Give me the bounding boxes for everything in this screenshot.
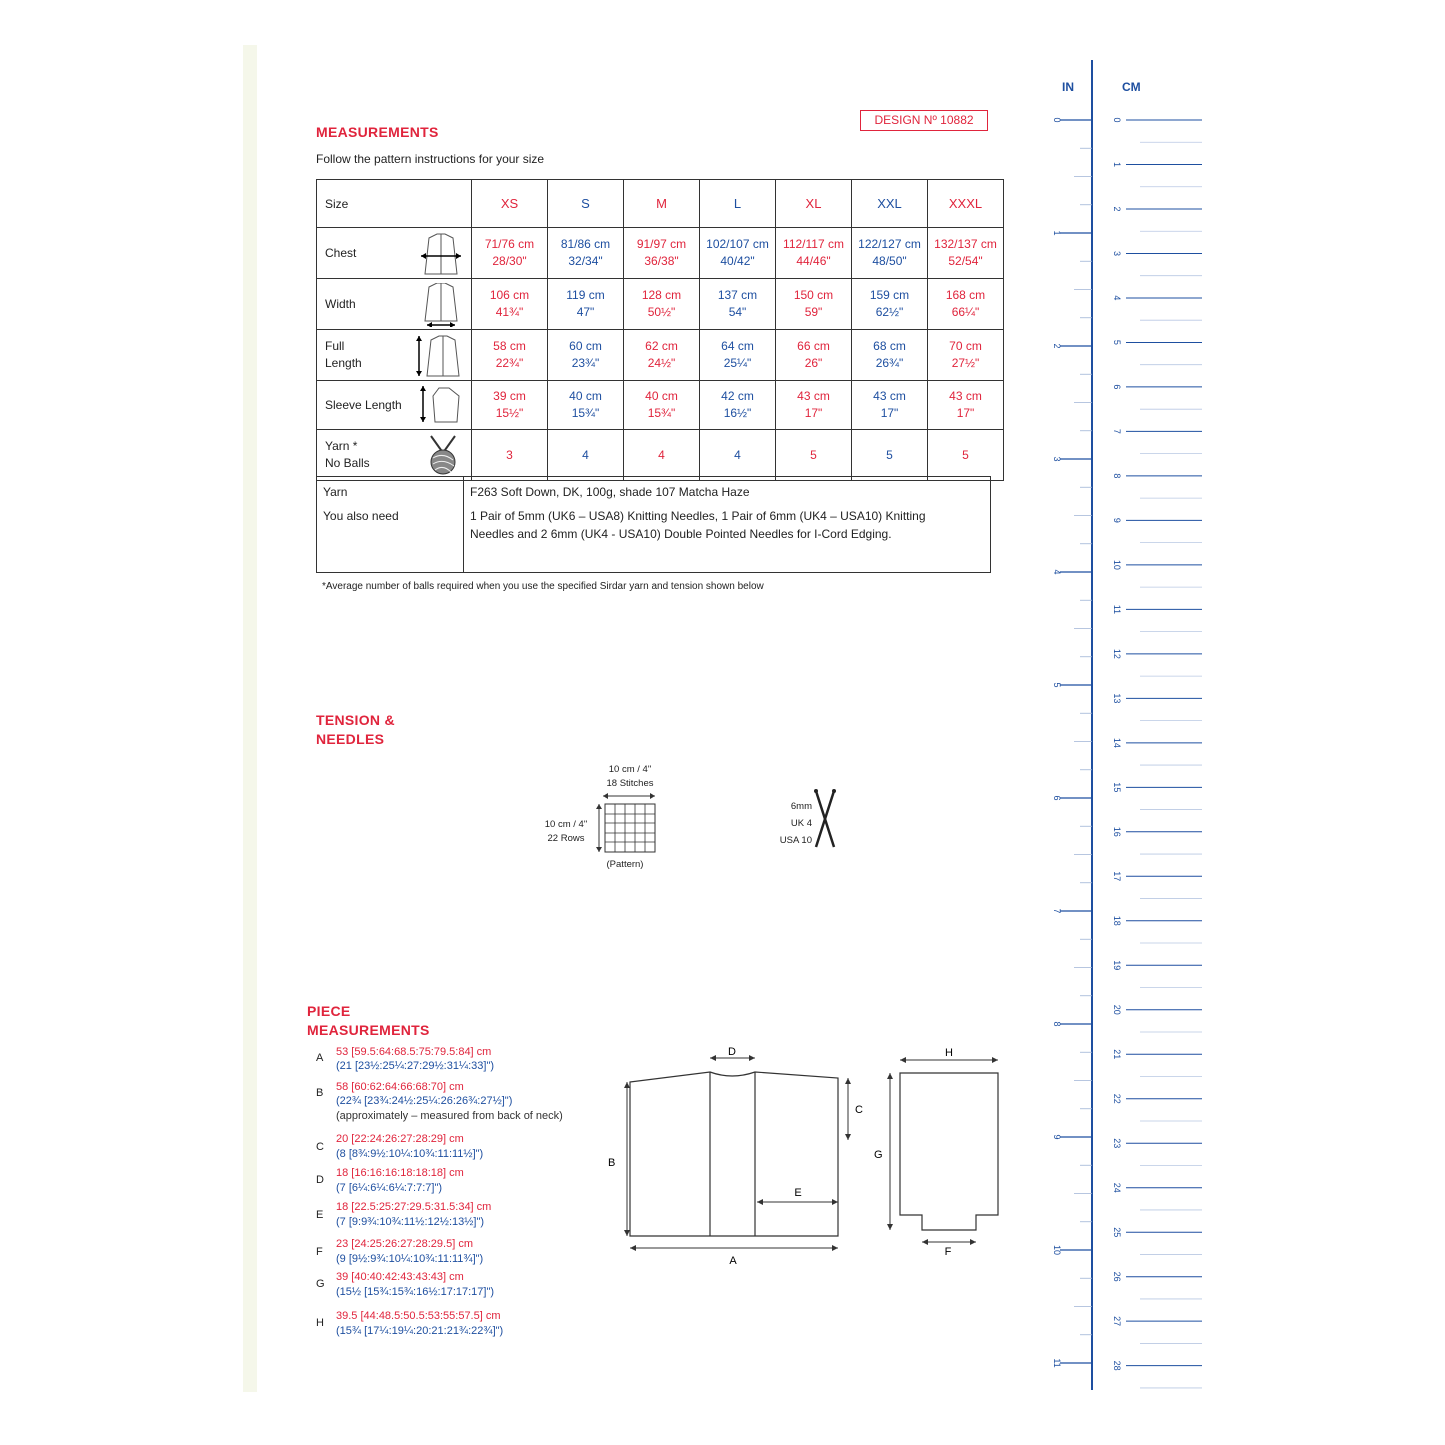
label-c: C: [855, 1104, 863, 1116]
ruler-in-label: IN: [1062, 80, 1074, 94]
body-schematic: [595, 1040, 875, 1270]
tension-heading-2: NEEDLES: [316, 731, 385, 747]
length-xxxl-cm: 70 cm: [949, 339, 982, 353]
piece-f-in: (9 [9½:9¾:10¼:10¾:11:11¾]"): [336, 1253, 484, 1265]
needle-uk: UK 4: [790, 818, 812, 829]
measurements-table: [316, 179, 1004, 481]
label-f: F: [944, 1246, 952, 1258]
tension-pattern: (Pattern): [606, 859, 644, 870]
chest-label: Chest: [325, 246, 357, 260]
length-m-cm: 62 cm: [645, 339, 678, 353]
ruler-cm-label: 1: [1112, 161, 1122, 167]
chest-l-cm: 102/107 cm: [706, 237, 769, 251]
label-d: D: [728, 1046, 736, 1058]
label-a: A: [729, 1255, 737, 1267]
sleeve-l-in: 16½": [723, 406, 752, 420]
length-row: [317, 330, 1004, 381]
ruler-cm-label: 6: [1112, 384, 1122, 390]
width-l-in: 54": [728, 305, 747, 319]
chest-m-in: 36/38": [644, 254, 679, 268]
piece-h-cm: 39.5 [44:48.5:50.5:53:55:57.5] cm: [336, 1310, 501, 1322]
ruler-inch-scale: [1052, 117, 1092, 1367]
design-number: DESIGN Nº 10882: [860, 110, 988, 131]
ruler-cm-label: 7: [1112, 428, 1122, 434]
balls-xl: 5: [776, 430, 852, 481]
sleeve-xs-cm: 39 cm: [493, 389, 526, 403]
tension-width-value: 10 cm / 4": [608, 764, 652, 775]
page-edge: [243, 45, 257, 1392]
cardigan-width-icon: [419, 283, 463, 327]
length-xxl-cm: 68 cm: [873, 339, 906, 353]
chest-xxl-cm: 122/127 cm: [858, 237, 921, 251]
ruler-cm-label: 4: [1112, 295, 1122, 301]
measurements-intro: Follow the pattern instructions for your size: [316, 152, 545, 166]
width-xs-cm: 106 cm: [489, 288, 530, 302]
ruler-cm-label: 11: [1112, 604, 1122, 615]
sleeve-s-cm: 40 cm: [569, 389, 602, 403]
sleeve-m-cm: 40 cm: [645, 389, 678, 403]
length-xl-in: 26": [804, 356, 823, 370]
piece-c-letter: C: [316, 1141, 324, 1153]
sleeve-xxl-cm: 43 cm: [873, 389, 906, 403]
piece-g-cm: 39 [40:40:42:43:43:43] cm: [336, 1271, 464, 1283]
ruler-inch-label: 4: [1052, 569, 1062, 575]
width-label: Width: [325, 297, 356, 311]
ruler-cm-label: CM: [1122, 80, 1141, 94]
length-s-in: 23¾": [571, 356, 600, 370]
size-l: L: [700, 180, 776, 228]
ruler-cm-label: 28: [1112, 1360, 1122, 1371]
chest-xl-cm: 112/117 cm: [783, 237, 844, 251]
piece-a-in: (21 [23½:25¼:27:29½:31¼:33]"): [336, 1060, 495, 1072]
length-xl-cm: 66 cm: [797, 339, 830, 353]
width-xxl-in: 62½": [875, 305, 904, 319]
sleeve-m-in: 15¾": [647, 406, 676, 420]
balls-xxxl: 5: [928, 430, 1004, 481]
piece-a-cm: 53 [59.5:64:68.5:75:79.5:84] cm: [336, 1046, 492, 1058]
width-row: [317, 279, 1004, 330]
piece-h-letter: H: [316, 1317, 324, 1329]
piece-f-cm: 23 [24:25:26:27:28:29.5] cm: [336, 1238, 473, 1250]
ruler-cm-label: 12: [1112, 648, 1122, 659]
tension-stitches: 18 Stitches: [606, 778, 654, 789]
tension-square-icon: [595, 790, 661, 856]
ruler-cm-label: 23: [1112, 1138, 1122, 1149]
chest-s-cm: 81/86 cm: [560, 237, 611, 251]
ruler-cm-label: 5: [1112, 339, 1122, 345]
ruler-inch-label: 11: [1052, 1358, 1062, 1368]
sleeve-xs-in: 15½": [495, 406, 524, 420]
length-label-2: Length: [325, 356, 362, 370]
piece-g-in: (15½ [15¾:15¾:16½:17:17:17]"): [336, 1286, 495, 1298]
balls-label-2: No Balls: [325, 456, 370, 470]
yarn-ball-icon: [425, 434, 461, 478]
tension-heading: [316, 711, 395, 749]
tension-rows: 22 Rows: [547, 833, 585, 844]
ruler-cm-label: 25: [1112, 1227, 1122, 1238]
chest-xl-in: 44/46": [796, 254, 831, 268]
tension-width-label: [595, 763, 665, 791]
measurements-heading: MEASUREMENTS: [316, 124, 439, 140]
size-row: [317, 180, 1004, 228]
ruler-inch-label: 10: [1052, 1244, 1062, 1256]
ruler-inch-label: 7: [1052, 908, 1062, 914]
ruler-cm-label: 9: [1112, 517, 1122, 523]
balls-l: 4: [700, 430, 776, 481]
label-g: G: [874, 1149, 883, 1161]
piece-b-cm: 58 [60:62:64:66:68:70] cm: [336, 1081, 464, 1093]
ruler-inch-label: 8: [1052, 1021, 1062, 1027]
ruler-cm-label: 19: [1112, 960, 1122, 971]
label-e: E: [794, 1187, 802, 1199]
balls-footnote: *Average number of balls required when you use the specified Sirdar yarn and tension shown below: [322, 581, 764, 592]
piece-b-in: (22¾ [23¾:24½:25¼:26:26¾:27½]"): [336, 1095, 513, 1107]
width-s-in: 47": [576, 305, 595, 319]
sleeve-xxl-in: 17": [880, 406, 899, 420]
piece-d-in: (7 [6¼:6¼:6¼:7:7:7]"): [336, 1182, 443, 1194]
length-xxxl-in: 27½": [951, 356, 980, 370]
width-m-cm: 128 cm: [641, 288, 682, 302]
piece-h-in: (15¾ [17¼:19¼:20:21:21¾:22¾]"): [336, 1325, 504, 1337]
ruler-cm-label: 13: [1112, 693, 1122, 704]
ruler-cm-label: 18: [1112, 915, 1122, 926]
ruler-inch-label: 0: [1052, 117, 1062, 123]
ruler-inch-label: 5: [1052, 682, 1062, 688]
ruler-cm-label: 27: [1112, 1316, 1122, 1327]
sleeve-row: [317, 381, 1004, 430]
sleeve-xl-in: 17": [804, 406, 823, 420]
width-xs-in: 41¾": [495, 305, 524, 319]
length-label-1: Full: [325, 339, 345, 353]
ruler-cm-label: 0: [1112, 117, 1122, 123]
ruler-cm-label: 10: [1112, 559, 1122, 570]
width-l-cm: 137 cm: [717, 288, 758, 302]
piece-b-letter: B: [316, 1087, 324, 1099]
also-need-value: 1 Pair of 5mm (UK6 – USA8) Knitting Needles, 1 Pair of 6mm (UK4 – USA10) Knitting Needles and 2 6mm (UK4 - USA10) Double Pointed Needles for I-Cord Edging.: [470, 509, 926, 541]
width-xxxl-in: 66¼": [951, 305, 980, 319]
piece-d-letter: D: [316, 1174, 324, 1186]
length-xxl-in: 26¾": [875, 356, 904, 370]
size-m: M: [624, 180, 700, 228]
width-s-cm: 119 cm: [566, 288, 605, 302]
pieces-heading-2: MEASUREMENTS: [307, 1022, 430, 1038]
ruler-cm-label: 2: [1112, 206, 1122, 212]
balls-xxl: 5: [852, 430, 928, 481]
chest-xs-in: 28/30": [492, 254, 527, 268]
size-xs: XS: [472, 180, 548, 228]
balls-label-1: Yarn *: [325, 439, 358, 453]
crossed-needles-icon: [812, 787, 838, 851]
balls-row: [317, 430, 1004, 481]
yarn-value: F263 Soft Down, DK, 100g, shade 107 Matcha Haze: [470, 485, 750, 499]
piece-g-letter: G: [316, 1278, 325, 1290]
piece-c-in: (8 [8¾:9½:10¼:10¾:11:11½]"): [336, 1148, 484, 1160]
sleeve-length-icon: [419, 384, 463, 426]
sleeve-xxxl-in: 17": [956, 406, 975, 420]
also-need-label: You also need: [323, 509, 399, 523]
ruler-inch-label: 3: [1052, 456, 1062, 462]
piece-e-letter: E: [316, 1209, 324, 1221]
pieces-heading-1: PIECE: [307, 1003, 351, 1019]
length-xs-cm: 58 cm: [493, 339, 526, 353]
size-label: Size: [317, 180, 472, 228]
chest-m-cm: 91/97 cm: [636, 237, 687, 251]
ruler-cm-label: 16: [1112, 826, 1122, 837]
chest-xxxl-cm: 132/137 cm: [934, 237, 997, 251]
balls-m: 4: [624, 430, 700, 481]
ruler-cm-scale: [1112, 117, 1202, 1387]
piece-d-cm: 18 [16:16:16:18:18:18] cm: [336, 1167, 464, 1179]
length-l-cm: 64 cm: [721, 339, 754, 353]
cardigan-chest-icon: [419, 232, 463, 276]
cardigan-length-icon: [415, 334, 465, 378]
size-xl: XL: [776, 180, 852, 228]
pieces-heading: [307, 1002, 430, 1040]
sleeve-xxxl-cm: 43 cm: [949, 389, 982, 403]
width-xxxl-cm: 168 cm: [945, 288, 986, 302]
ruler-cm-label: 21: [1112, 1049, 1122, 1060]
width-m-in: 50½": [647, 305, 676, 319]
ruler-cm-label: 24: [1112, 1182, 1122, 1193]
chest-xxl-in: 48/50": [872, 254, 907, 268]
chest-row: [317, 228, 1004, 279]
length-l-in: 25¼": [723, 356, 752, 370]
sleeve-schematic: [868, 1040, 1008, 1260]
size-xxxl: XXXL: [928, 180, 1004, 228]
ruler-inch-label: 6: [1052, 795, 1062, 801]
tension-height-label: [533, 818, 599, 846]
length-m-in: 24½": [647, 356, 676, 370]
ruler-cm-label: 20: [1112, 1004, 1122, 1015]
needle-size-label: [772, 798, 812, 849]
balls-s: 4: [548, 430, 624, 481]
size-s: S: [548, 180, 624, 228]
sleeve-label: Sleeve Length: [325, 398, 402, 412]
ruler-cm-label: 15: [1112, 782, 1122, 793]
piece-a-letter: A: [316, 1052, 324, 1064]
piece-f-letter: F: [316, 1246, 323, 1258]
label-h: H: [945, 1047, 953, 1059]
piece-e-cm: 18 [22.5:25:27:29.5:31.5:34] cm: [336, 1201, 492, 1213]
ruler-inch-label: 2: [1052, 343, 1062, 349]
ruler-cm-label: 26: [1112, 1271, 1122, 1282]
sleeve-l-cm: 42 cm: [721, 389, 754, 403]
chest-l-in: 40/42": [720, 254, 755, 268]
width-xl-in: 59": [804, 305, 823, 319]
length-xs-in: 22¾": [495, 356, 524, 370]
ruler-cm-label: 22: [1112, 1093, 1122, 1104]
piece-e-in: (7 [9:9¾:10¾:11½:12½:13½]"): [336, 1216, 485, 1228]
ruler-cm-label: 8: [1112, 473, 1122, 479]
sleeve-s-in: 15¾": [571, 406, 600, 420]
tension-heading-1: TENSION &: [316, 712, 395, 728]
tension-height-value: 10 cm / 4": [544, 819, 588, 830]
ruler-inch-label: 1: [1052, 230, 1062, 236]
ruler-cm-label: 17: [1112, 871, 1122, 882]
balls-xs: 3: [472, 430, 548, 481]
length-s-cm: 60 cm: [569, 339, 602, 353]
needle-usa: USA 10: [779, 835, 812, 846]
ruler-inch-label: 9: [1052, 1134, 1062, 1140]
piece-b-note: (approximately – measured from back of neck): [336, 1110, 563, 1122]
chest-s-in: 32/34": [568, 254, 603, 268]
sleeve-xl-cm: 43 cm: [797, 389, 830, 403]
width-xxl-cm: 159 cm: [869, 288, 910, 302]
ruler: [1030, 55, 1210, 1395]
piece-c-cm: 20 [22:24:26:27:28:29] cm: [336, 1133, 464, 1145]
ruler-cm-label: 3: [1112, 250, 1122, 256]
needle-mm: 6mm: [790, 801, 812, 812]
ruler-cm-label: 14: [1112, 737, 1122, 748]
yarn-label: Yarn: [323, 485, 348, 499]
chest-xs-cm: 71/76 cm: [484, 237, 535, 251]
size-xxl: XXL: [852, 180, 928, 228]
label-b: B: [608, 1157, 616, 1169]
yarn-table: [316, 476, 991, 573]
chest-xxxl-in: 52/54": [948, 254, 983, 268]
width-xl-cm: 150 cm: [793, 288, 834, 302]
